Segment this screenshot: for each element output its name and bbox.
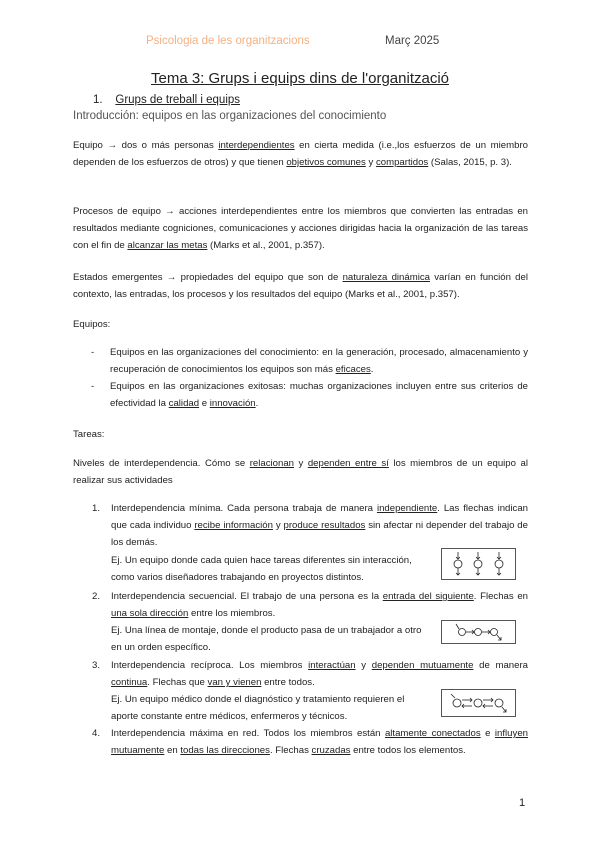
paragraph-procesos: Procesos de equipo → acciones interdependientes entre los miembros que convierten las entradas en resultados mediante cogniciones, comunicaciones y acciones dirigidas hacia la organización de las tareas con el fin de alcanzar las metas (Marks et al., 2001, p.357).	[73, 206, 528, 251]
section-label: Grups de treball i equips	[115, 94, 241, 106]
diagram-minimal-interdependence	[441, 548, 516, 580]
diagram-sequential-interdependence	[441, 620, 516, 644]
section-number: 1.	[93, 94, 103, 106]
page-number: 1	[519, 797, 526, 809]
section-heading	[93, 94, 240, 106]
equipos-heading: Equipos:	[73, 319, 111, 330]
reciprocal-arrows-icon	[442, 690, 515, 716]
paragraph-estados: Estados emergentes → propiedades del equipo que son de naturaleza dinámica varían en función del contexto, las entradas, los procesos y los resultados del equipo (Marks et al., 2001, p.357).	[73, 272, 528, 300]
sequential-arrows-icon	[442, 621, 515, 643]
example-text: Ej. Un equipo médico donde el diagnóstico y tratamiento requieren el aporte constante entre médicos, enfermeros y técnicos.	[111, 694, 405, 722]
tareas-heading: Tareas:	[73, 429, 105, 440]
example-text: Ej. Un equipo donde cada quien hace tareas diferentes sin interacción, como varios diseñadores trabajando en proyectos distintos.	[111, 555, 412, 583]
example-text: Ej. Una línea de montaje, donde el producto pasa de un trabajador a otro en un orden específico.	[111, 625, 422, 653]
page-title: Tema 3: Grups i equips dins de l'organització	[150, 70, 450, 87]
paragraph-niveles: Niveles de interdependencia. Cómo se relacionan y dependen entre sí los miembros de un equipo al realizar sus actividades	[73, 458, 528, 486]
minimal-arrows-icon	[442, 549, 515, 579]
header-date: Març 2025	[385, 35, 440, 47]
diagram-reciprocal-interdependence	[441, 689, 516, 717]
paragraph-equipo: Equipo → dos o más personas interdependientes en cierta medida (i.e.,los esfuerzos de un miembro dependen de los esfuerzos de otros) y que tienen objetivos comunes y compartidos (Salas, 2015, p. 3).	[73, 140, 528, 168]
intro-subtitle: Introducción: equipos en las organizaciones del conocimiento	[73, 110, 387, 122]
header-course: Psicologia de les organitzacions	[146, 35, 310, 47]
